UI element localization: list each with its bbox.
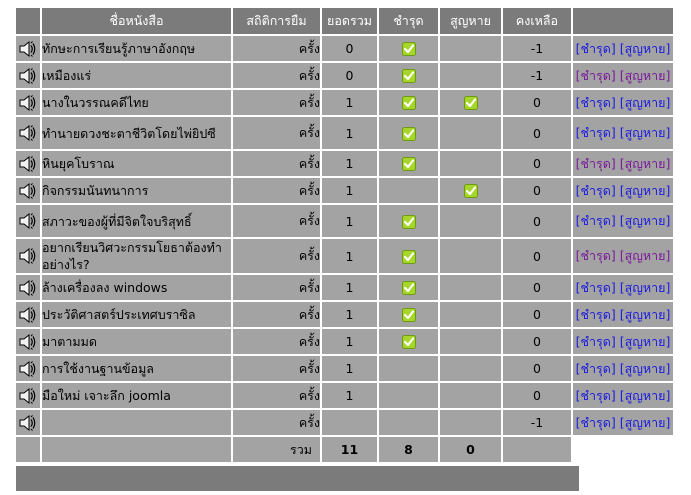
table-row (16, 239, 673, 273)
borrow-total: 1 (322, 117, 377, 149)
lost-cell (440, 239, 501, 273)
damaged-cell (379, 151, 438, 176)
remaining-count: 0 (503, 275, 571, 300)
book-title (42, 410, 231, 435)
table-row (16, 205, 673, 237)
table-row (16, 410, 673, 435)
book-borrow-table (14, 6, 675, 464)
remaining-count: 0 (503, 239, 571, 273)
action-cell (573, 239, 673, 273)
borrow-unit: ครั้ง (233, 275, 320, 300)
summary-row (16, 437, 673, 462)
mark-lost-link[interactable]: [สูญหาย] (619, 414, 671, 430)
borrow-total: 1 (322, 151, 377, 176)
damaged-cell (379, 302, 438, 327)
speaker-icon[interactable] (19, 360, 37, 375)
check-icon (402, 41, 416, 56)
table-row (16, 275, 673, 300)
book-title: ทำนายดวงชะตาชีวิตโดยไพ่ยิปซี (42, 117, 231, 149)
damaged-cell (379, 205, 438, 237)
action-cell (573, 117, 673, 149)
mark-damaged-link[interactable]: [ชำรุด] (575, 387, 616, 403)
action-cell (573, 275, 673, 300)
lost-cell (440, 36, 501, 61)
damaged-cell (379, 63, 438, 88)
borrow-total (322, 410, 377, 435)
lost-cell (440, 329, 501, 354)
mark-lost-link[interactable]: [สูญหาย] (619, 333, 671, 349)
mark-lost-link[interactable]: [สูญหาย] (619, 182, 671, 198)
summary-label: รวม (233, 437, 320, 462)
action-cell (573, 329, 673, 354)
remaining-count: 0 (503, 329, 571, 354)
book-title: ล้างเครื่องลง windows (42, 275, 231, 300)
book-title: การใช้งานฐานข้อมูล (42, 356, 231, 381)
borrow-total: 1 (322, 90, 377, 115)
borrow-unit: ครั้ง (233, 151, 320, 176)
lost-cell (440, 383, 501, 408)
book-title: ประวัติศาสตร์ประเทศบราซิล (42, 302, 231, 327)
speaker-icon[interactable] (19, 333, 37, 348)
borrow-unit: ครั้ง (233, 36, 320, 61)
borrow-unit: ครั้ง (233, 410, 320, 435)
borrow-unit: ครั้ง (233, 329, 320, 354)
remaining-count: 0 (503, 356, 571, 381)
borrow-total: 1 (322, 329, 377, 354)
speaker-icon[interactable] (19, 125, 37, 140)
table-row (16, 356, 673, 381)
row-icon-cell (16, 329, 40, 354)
borrow-total: 1 (322, 383, 377, 408)
table-row (16, 178, 673, 203)
header-lost: สูญหาย (440, 8, 501, 34)
row-icon-cell (16, 302, 40, 327)
row-icon-cell (16, 275, 40, 300)
book-title: กิจกรรมนันทนาการ (42, 178, 231, 203)
borrow-total: 1 (322, 205, 377, 237)
summary-remaining-cell (503, 437, 571, 462)
check-icon (402, 280, 416, 295)
action-cell (573, 356, 673, 381)
action-cell (573, 90, 673, 115)
book-title: มาตามมด (42, 329, 231, 354)
damaged-cell (379, 383, 438, 408)
remaining-count: 0 (503, 302, 571, 327)
summary-icon-cell (16, 437, 40, 462)
lost-cell (440, 90, 501, 115)
lost-cell (440, 275, 501, 300)
damaged-cell (379, 329, 438, 354)
check-icon (402, 125, 416, 140)
lost-cell (440, 205, 501, 237)
remaining-count: -1 (503, 63, 571, 88)
damaged-cell (379, 117, 438, 149)
summary-damaged: 8 (379, 437, 438, 462)
mark-damaged-link[interactable]: [ชำรุด] (575, 333, 616, 349)
table-row (16, 302, 673, 327)
row-icon-cell (16, 90, 40, 115)
lost-cell (440, 302, 501, 327)
speaker-icon[interactable] (19, 213, 37, 228)
lost-cell (440, 178, 501, 203)
speaker-icon[interactable] (19, 387, 37, 402)
summary-total: 11 (322, 437, 377, 462)
action-cell (573, 302, 673, 327)
action-cell (573, 205, 673, 237)
damaged-cell (379, 36, 438, 61)
header-icon (16, 8, 40, 34)
mark-lost-link[interactable]: [สูญหาย] (619, 155, 671, 171)
table-row (16, 383, 673, 408)
mark-damaged-link[interactable]: [ชำรุด] (575, 213, 616, 228)
remaining-count: -1 (503, 36, 571, 61)
borrow-total: 1 (322, 178, 377, 203)
action-cell (573, 63, 673, 88)
borrow-unit: ครั้ง (233, 239, 320, 273)
mark-damaged-link[interactable]: [ชำรุด] (575, 94, 616, 110)
remaining-count: 0 (503, 178, 571, 203)
summary-title-cell (42, 437, 231, 462)
row-icon-cell (16, 239, 40, 273)
borrow-unit: ครั้ง (233, 178, 320, 203)
borrow-unit: ครั้ง (233, 383, 320, 408)
header-damaged: ชำรุด (379, 8, 438, 34)
row-icon-cell (16, 117, 40, 149)
speaker-icon[interactable] (19, 279, 37, 294)
speaker-icon[interactable] (19, 40, 37, 55)
check-icon (402, 95, 416, 110)
damaged-cell (379, 410, 438, 435)
row-icon-cell (16, 63, 40, 88)
check-icon (402, 68, 416, 83)
action-cell (573, 410, 673, 435)
mark-damaged-link[interactable]: [ชำรุด] (575, 182, 616, 198)
borrow-total: 0 (322, 63, 377, 88)
speaker-icon[interactable] (19, 155, 37, 170)
mark-lost-link[interactable]: [สูญหาย] (619, 360, 671, 376)
borrow-total: 1 (322, 302, 377, 327)
remaining-count: 0 (503, 90, 571, 115)
speaker-icon[interactable] (19, 414, 37, 429)
borrow-total: 0 (322, 36, 377, 61)
mark-damaged-link[interactable]: [ชำรุด] (575, 155, 616, 171)
header-remaining: คงเหลือ (503, 8, 571, 34)
action-cell (573, 151, 673, 176)
action-cell (573, 383, 673, 408)
table-row (16, 63, 673, 88)
book-title: นางในวรรณคดีไทย (42, 90, 231, 115)
summary-lost: 0 (440, 437, 501, 462)
borrow-total: 1 (322, 239, 377, 273)
borrow-unit: ครั้ง (233, 302, 320, 327)
lost-cell (440, 117, 501, 149)
summary-actions-cell (573, 437, 673, 462)
check-icon (402, 248, 416, 263)
borrow-total: 1 (322, 356, 377, 381)
mark-damaged-link[interactable]: [ชำรุด] (575, 360, 616, 376)
book-title: สภาวะของผู้ที่มีจิตใจบริสุทธิ์ (42, 205, 231, 237)
lost-cell (440, 410, 501, 435)
remaining-count: 0 (503, 205, 571, 237)
speaker-icon[interactable] (19, 94, 37, 109)
damaged-cell (379, 356, 438, 381)
mark-lost-link[interactable]: [สูญหาย] (619, 40, 671, 56)
row-icon-cell (16, 178, 40, 203)
mark-damaged-link[interactable]: [ชำรุด] (575, 40, 616, 56)
header-borrow-stat: สถิติการยืม (233, 8, 320, 34)
borrow-unit: ครั้ง (233, 356, 320, 381)
row-icon-cell (16, 36, 40, 61)
mark-lost-link[interactable]: [สูญหาย] (619, 67, 671, 83)
table-row (16, 36, 673, 61)
mark-lost-link[interactable]: [สูญหาย] (619, 213, 671, 228)
speaker-icon[interactable] (19, 67, 37, 82)
footer-bar (16, 466, 579, 491)
table-header-row (16, 8, 673, 34)
book-title: เหมืองแร่ (42, 63, 231, 88)
lost-cell (440, 356, 501, 381)
mark-damaged-link[interactable]: [ชำรุด] (575, 67, 616, 83)
check-icon (402, 307, 416, 322)
borrow-unit: ครั้ง (233, 90, 320, 115)
speaker-icon[interactable] (19, 306, 37, 321)
damaged-cell (379, 239, 438, 273)
book-title: อยากเรียนวิศวะกรรมโยธาต้องทำอย่างไร? (42, 239, 231, 273)
borrow-total: 1 (322, 275, 377, 300)
mark-lost-link[interactable]: [สูญหาย] (619, 248, 671, 263)
mark-damaged-link[interactable]: [ชำรุด] (575, 248, 616, 263)
check-icon (464, 183, 478, 198)
mark-lost-link[interactable]: [สูญหาย] (619, 279, 671, 295)
table-row (16, 329, 673, 354)
lost-cell (440, 63, 501, 88)
mark-lost-link[interactable]: [สูญหาย] (619, 94, 671, 110)
row-icon-cell (16, 151, 40, 176)
row-icon-cell (16, 383, 40, 408)
mark-lost-link[interactable]: [สูญหาย] (619, 387, 671, 403)
row-icon-cell (16, 205, 40, 237)
table-row (16, 90, 673, 115)
damaged-cell (379, 90, 438, 115)
remaining-count: 0 (503, 383, 571, 408)
speaker-icon[interactable] (19, 182, 37, 197)
mark-lost-link[interactable]: [สูญหาย] (619, 306, 671, 322)
check-icon (402, 213, 416, 228)
lost-cell (440, 151, 501, 176)
borrow-unit: ครั้ง (233, 63, 320, 88)
action-cell (573, 36, 673, 61)
mark-damaged-link[interactable]: [ชำรุด] (575, 125, 616, 140)
row-icon-cell (16, 356, 40, 381)
check-icon (464, 95, 478, 110)
remaining-count: 0 (503, 151, 571, 176)
borrow-unit: ครั้ง (233, 205, 320, 237)
borrow-unit: ครั้ง (233, 117, 320, 149)
check-icon (402, 334, 416, 349)
mark-damaged-link[interactable]: [ชำรุด] (575, 279, 616, 295)
damaged-cell (379, 178, 438, 203)
table-row (16, 151, 673, 176)
table-row (16, 117, 673, 149)
speaker-icon[interactable] (19, 248, 37, 263)
header-title: ชื่อหนังสือ (42, 8, 231, 34)
mark-damaged-link[interactable]: [ชำรุด] (575, 306, 616, 322)
remaining-count: 0 (503, 117, 571, 149)
remaining-count: -1 (503, 410, 571, 435)
mark-damaged-link[interactable]: [ชำรุด] (575, 414, 616, 430)
damaged-cell (379, 275, 438, 300)
mark-lost-link[interactable]: [สูญหาย] (619, 125, 671, 140)
action-cell (573, 178, 673, 203)
header-actions (573, 8, 673, 34)
header-total: ยอดรวม (322, 8, 377, 34)
row-icon-cell (16, 410, 40, 435)
book-title: มือใหม่ เจาะลึก joomla (42, 383, 231, 408)
check-icon (402, 156, 416, 171)
book-title: หินยุคโบราณ (42, 151, 231, 176)
book-title: ทักษะการเรียนรู้ภาษาอังกฤษ (42, 36, 231, 61)
